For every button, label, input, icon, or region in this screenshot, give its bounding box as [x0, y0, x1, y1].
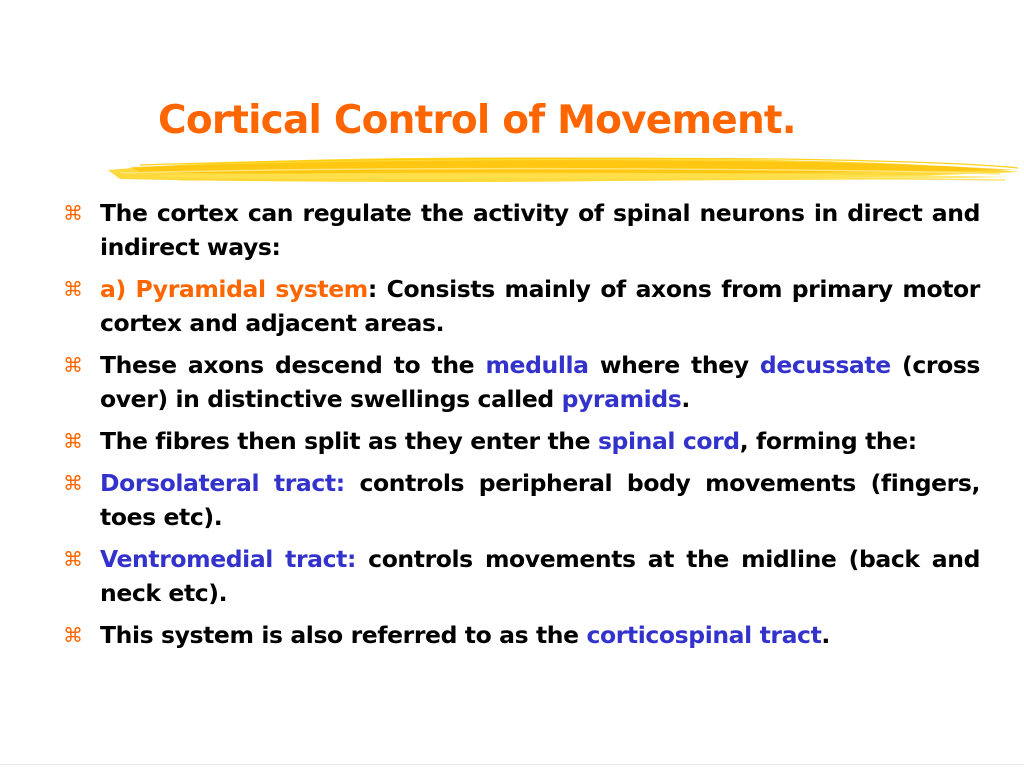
bullet-text: where they — [588, 351, 760, 379]
bullet-text: controls peripheral body movements (fingers, toes etc). — [100, 469, 980, 531]
bullet-item-dorsolateral-tract — [60, 466, 980, 534]
command-key-bullet-icon: ⌘ — [63, 547, 83, 571]
command-key-bullet-icon: ⌘ — [63, 353, 83, 377]
bullet-item-fibres-split — [60, 424, 980, 458]
bullet-text: This system is also referred to as the — [100, 621, 587, 649]
bullet-text: controls movements at the midline (back and neck etc). — [100, 545, 981, 607]
bullet-item-corticospinal-tract — [60, 618, 980, 652]
slide-bottom-divider — [0, 764, 1024, 765]
bullet-text: : Consists mainly of axons from primary motor cortex and adjacent areas. — [100, 275, 980, 337]
bullet-item-pyramidal-system — [60, 272, 980, 340]
keyword-medulla: medulla — [485, 351, 589, 379]
keyword-corticospinal-tract: corticospinal tract — [586, 621, 822, 649]
keyword-spinal-cord: spinal cord — [597, 427, 740, 455]
bullet-item-cortex-regulation — [60, 196, 980, 264]
command-key-bullet-icon: ⌘ — [63, 623, 83, 647]
title-underline-brushstroke — [100, 150, 1024, 190]
command-key-bullet-icon: ⌘ — [63, 277, 83, 301]
term-ventromedial-tract: Ventromedial tract: — [100, 545, 356, 573]
bullet-item-ventromedial-tract — [60, 542, 980, 610]
bullet-text: . — [681, 385, 690, 413]
bullet-item-axons-descend — [60, 348, 980, 416]
term-dorsolateral-tract: Dorsolateral tract: — [100, 469, 345, 497]
slide-title: Cortical Control of Movement. — [158, 98, 796, 143]
command-key-bullet-icon: ⌘ — [63, 471, 83, 495]
bullet-text: , forming the: — [739, 427, 917, 455]
bullet-list — [60, 196, 980, 660]
keyword-decussate: decussate — [759, 351, 891, 379]
bullet-text: The cortex can regulate the activity of spinal neurons in direct and indirect ways: — [100, 199, 980, 261]
command-key-bullet-icon: ⌘ — [63, 201, 83, 225]
bullet-text: The fibres then split as they enter the — [100, 427, 598, 455]
command-key-bullet-icon: ⌘ — [63, 429, 83, 453]
bullet-text: . — [821, 621, 830, 649]
bullet-text: These axons descend to the — [100, 351, 486, 379]
bullet-text: (cross over) in distinctive swellings called — [100, 351, 980, 413]
keyword-pyramids: pyramids — [561, 385, 682, 413]
term-pyramidal-system: a) Pyramidal system — [100, 275, 368, 303]
